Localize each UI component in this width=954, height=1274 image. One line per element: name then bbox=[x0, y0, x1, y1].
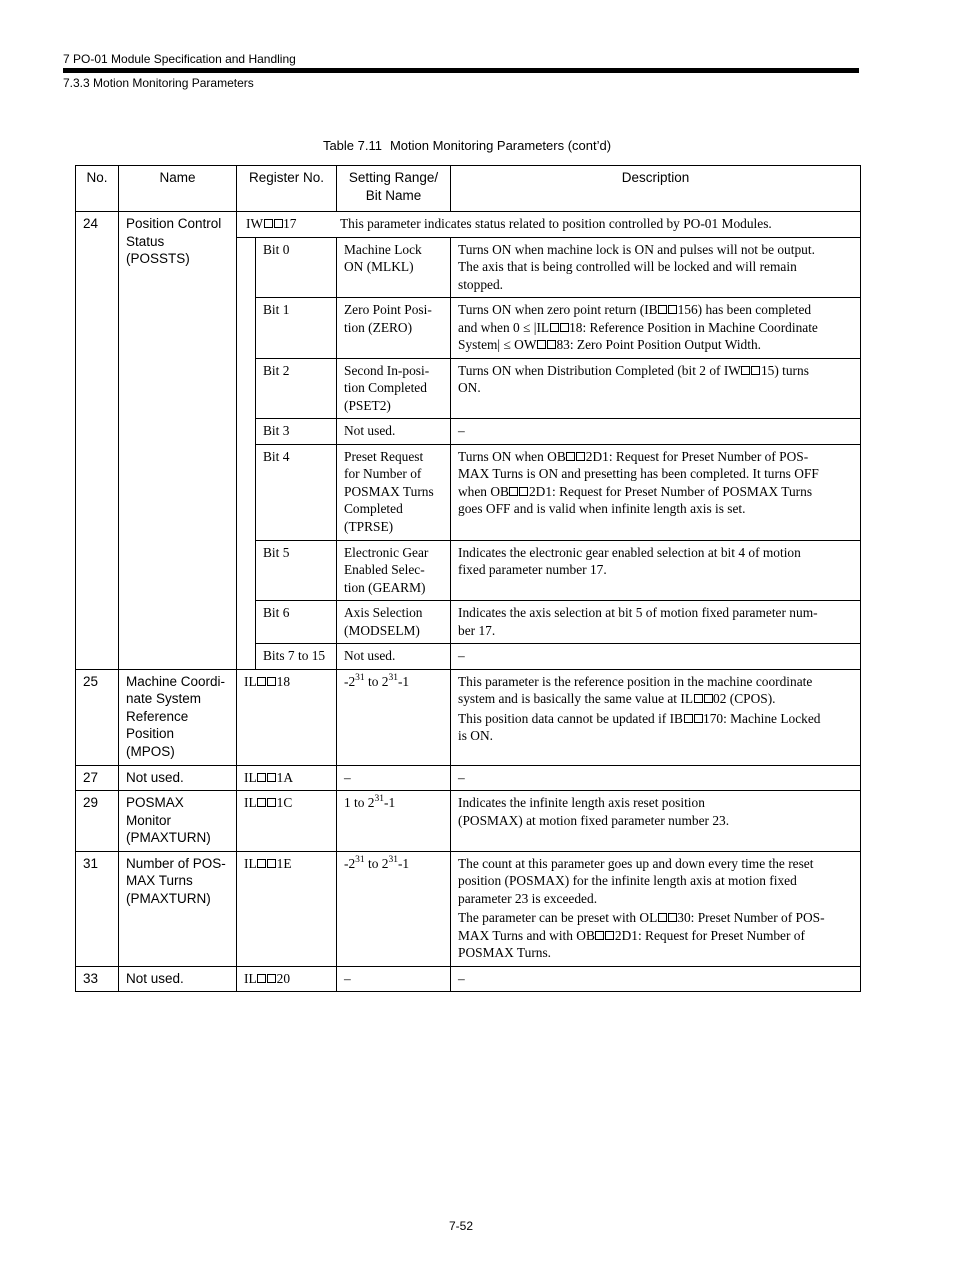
param-description: Indicates the infinite length axis reset position (POSMAX) at motion fixed parameter number 23. bbox=[451, 791, 861, 852]
bit-number: Bit 0 bbox=[256, 237, 337, 298]
bit-name: Preset Request for Number of POSMAX Turns Completed (TPRSE) bbox=[337, 444, 451, 540]
bit-number: Bit 4 bbox=[256, 444, 337, 540]
param-name-line: (POSSTS) bbox=[126, 251, 190, 266]
bit-description: Indicates the axis selection at bit 5 of motion fixed parameter num- ber 17. bbox=[451, 601, 861, 644]
bit-name: Not used. bbox=[337, 419, 451, 445]
register-number: IL 20 bbox=[237, 966, 337, 992]
running-header-chapter: 7 PO-01 Module Specification and Handling bbox=[63, 52, 296, 66]
placeholder-box-icon bbox=[257, 974, 266, 983]
col-header-setting bbox=[337, 166, 451, 212]
motion-monitoring-parameters-table bbox=[75, 165, 861, 992]
bit-description: Indicates the electronic gear enabled selection at bit 4 of motion fixed parameter number 17. bbox=[451, 540, 861, 601]
setting-range: $-2^{31}$ to $2^{31}-1$ bbox=[337, 851, 451, 966]
bit-number: Bit 5 bbox=[256, 540, 337, 601]
placeholder-box-icon bbox=[704, 694, 713, 703]
register-number: IW 17 bbox=[246, 216, 297, 231]
param-description: – bbox=[451, 966, 861, 992]
param-number: 27 bbox=[76, 765, 119, 791]
param-number: 24 bbox=[76, 212, 119, 670]
placeholder-box-icon bbox=[668, 913, 677, 922]
setting-range: 1 to $2^{31}-1$ bbox=[337, 791, 451, 852]
param-name: POSMAX Monitor (PMAXTURN) bbox=[119, 791, 237, 852]
param-name-line: Position Control bbox=[126, 216, 222, 231]
register-number: IL 1C bbox=[237, 791, 337, 852]
header-rule bbox=[63, 68, 859, 73]
param-summary: This parameter indicates status related to position controlled by PO-01 Modules. bbox=[340, 216, 772, 231]
placeholder-box-icon bbox=[537, 340, 546, 349]
register-and-summary bbox=[237, 212, 861, 238]
placeholder-box-icon bbox=[257, 677, 266, 686]
table-caption-title: Motion Monitoring Parameters (cont’d) bbox=[389, 138, 612, 153]
param-description: – bbox=[451, 765, 861, 791]
placeholder-box-icon bbox=[274, 219, 283, 228]
placeholder-box-icon bbox=[658, 305, 667, 314]
bit-description: Turns ON when OB 2D1: Request for Preset Number of POS- MAX Turns is ON and presetting has been completed. It turns OFF when OB 2D1: Request for Preset Number of POSMAX Turns goes OFF and is valid when infinite length axis is set. bbox=[451, 444, 861, 540]
bit-description: Turns ON when Distribution Completed (bit 2 of IW 15) turns ON. bbox=[451, 358, 861, 419]
bit-number: Bit 2 bbox=[256, 358, 337, 419]
placeholder-box-icon bbox=[595, 931, 604, 940]
placeholder-box-icon bbox=[658, 913, 667, 922]
bit-name: Machine Lock ON (MLKL) bbox=[337, 237, 451, 298]
col-header-description: Description bbox=[451, 166, 861, 212]
placeholder-box-icon bbox=[267, 773, 276, 782]
register-number: IL 1A bbox=[237, 765, 337, 791]
placeholder-box-icon bbox=[668, 305, 677, 314]
placeholder-box-icon bbox=[576, 452, 585, 461]
table-row bbox=[76, 212, 861, 238]
col-header-setting-line2: Bit Name bbox=[365, 188, 422, 203]
param-number: 29 bbox=[76, 791, 119, 852]
bit-number: Bits 7 to 15 bbox=[256, 644, 337, 670]
param-name-line: Status bbox=[126, 233, 165, 249]
table-row bbox=[76, 851, 861, 966]
param-name: Not used. bbox=[119, 966, 237, 992]
placeholder-box-icon bbox=[550, 323, 559, 332]
placeholder-box-icon bbox=[267, 677, 276, 686]
param-description: The count at this parameter goes up and down every time the reset position (POSMAX) for the infinite length axis at motion fixed parameter 23 is exceeded. The parameter can be preset with OL 30: Preset Number of POS- MAX Turns and with OB 2D1: Request for Preset Number of POSMAX Turns. bbox=[451, 851, 861, 966]
col-header-setting-line1: Setting Range/ bbox=[348, 170, 439, 185]
table-caption-label: Table 7.11 bbox=[322, 138, 382, 153]
table-row bbox=[76, 765, 861, 791]
param-description: This parameter is the reference position in the machine coordinate system and is basically the same value at IL 02 (CPOS). This position data cannot be updated if IB 170: Machine Locked is ON. bbox=[451, 669, 861, 765]
bit-name: Second In-posi- tion Completed (PSET2) bbox=[337, 358, 451, 419]
placeholder-box-icon bbox=[741, 366, 750, 375]
bit-description: – bbox=[451, 644, 861, 670]
col-header-register: Register No. bbox=[237, 166, 337, 212]
param-number: 33 bbox=[76, 966, 119, 992]
table-caption bbox=[0, 138, 934, 153]
placeholder-box-icon bbox=[257, 859, 266, 868]
col-header-name: Name bbox=[119, 166, 237, 212]
placeholder-box-icon bbox=[605, 931, 614, 940]
placeholder-box-icon bbox=[509, 487, 518, 496]
setting-range: – bbox=[337, 966, 451, 992]
bit-number: Bit 6 bbox=[256, 601, 337, 644]
param-name bbox=[119, 212, 237, 670]
param-name: Machine Coordi- nate System Reference Position (MPOS) bbox=[119, 669, 237, 765]
bit-description: Turns ON when zero point return (IB 156) has been completed and when 0 ≤ |IL 18: Reference Position in Machine Coordinate System| ≤ OW 83: Zero Point Position Output Width. bbox=[451, 298, 861, 359]
table-header-row bbox=[76, 166, 861, 212]
table-row bbox=[76, 669, 861, 765]
bit-description: – bbox=[451, 419, 861, 445]
table-row bbox=[76, 791, 861, 852]
bit-description: Turns ON when machine lock is ON and pulses will not be output. The axis that is being controlled will be locked and will remain stopped. bbox=[451, 237, 861, 298]
placeholder-box-icon bbox=[751, 366, 760, 375]
bit-number: Bit 1 bbox=[256, 298, 337, 359]
param-number: 31 bbox=[76, 851, 119, 966]
page-number: 7-52 bbox=[448, 1219, 474, 1233]
bit-name: Electronic Gear Enabled Selec- tion (GEARM) bbox=[337, 540, 451, 601]
col-header-no: No. bbox=[76, 166, 119, 212]
placeholder-box-icon bbox=[547, 340, 556, 349]
running-header-section: 7.3.3 Motion Monitoring Parameters bbox=[63, 76, 254, 90]
placeholder-box-icon bbox=[684, 714, 693, 723]
indent-cell bbox=[237, 237, 256, 669]
bit-name: Axis Selection (MODSELM) bbox=[337, 601, 451, 644]
placeholder-box-icon bbox=[566, 452, 575, 461]
placeholder-box-icon bbox=[519, 487, 528, 496]
placeholder-box-icon bbox=[267, 798, 276, 807]
bit-number: Bit 3 bbox=[256, 419, 337, 445]
register-number: IL 1E bbox=[237, 851, 337, 966]
param-number: 25 bbox=[76, 669, 119, 765]
bit-name: Not used. bbox=[337, 644, 451, 670]
placeholder-box-icon bbox=[694, 694, 703, 703]
placeholder-box-icon bbox=[257, 773, 266, 782]
param-name: Number of POS- MAX Turns (PMAXTURN) bbox=[119, 851, 237, 966]
placeholder-box-icon bbox=[257, 798, 266, 807]
setting-range: – bbox=[337, 765, 451, 791]
bit-name: Zero Point Posi- tion (ZERO) bbox=[337, 298, 451, 359]
placeholder-box-icon bbox=[264, 219, 273, 228]
placeholder-box-icon bbox=[267, 974, 276, 983]
placeholder-box-icon bbox=[560, 323, 569, 332]
placeholder-box-icon bbox=[267, 859, 276, 868]
param-name: Not used. bbox=[119, 765, 237, 791]
placeholder-box-icon bbox=[694, 714, 703, 723]
table-row bbox=[76, 966, 861, 992]
setting-range: $-2^{31}$ to $2^{31}-1$ bbox=[337, 669, 451, 765]
register-number: IL 18 bbox=[237, 669, 337, 765]
